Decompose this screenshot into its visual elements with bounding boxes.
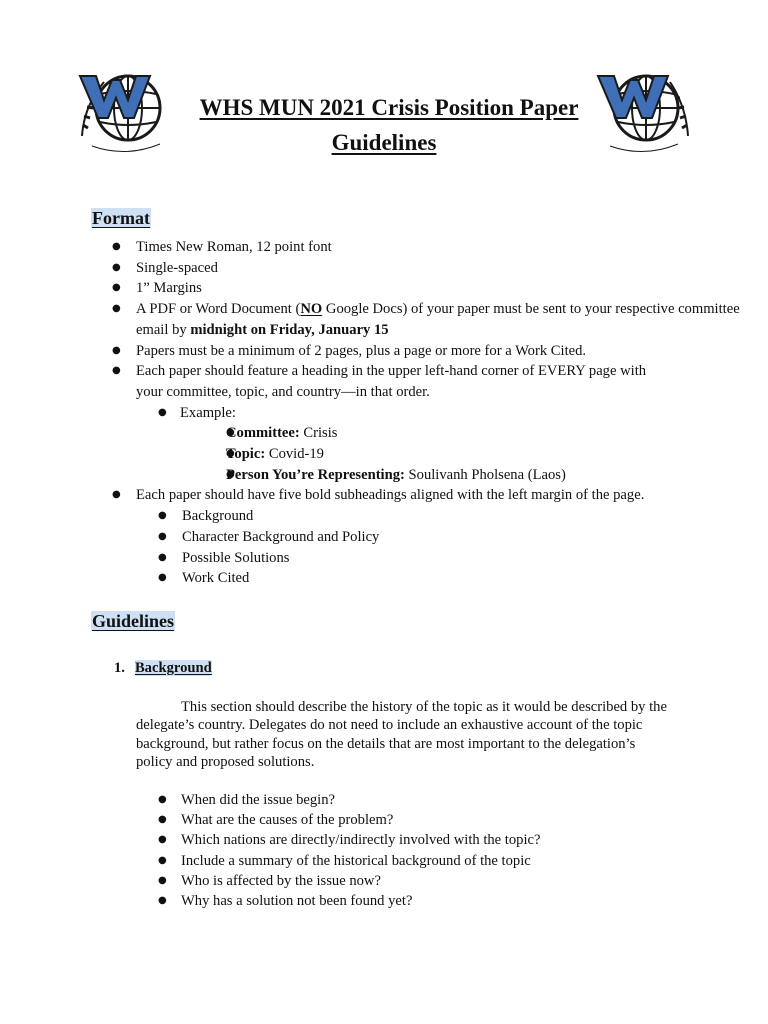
page-title: WHS MUN 2021 Crisis Position Paper: [199, 95, 579, 120]
list-item: ● Who is affected by the issue now?: [158, 871, 540, 891]
list-item: ● Each paper should feature a heading in the upper left-hand corner of EVERY page with your committee, topic, and country—in that order.: [112, 361, 672, 402]
subheading-item: ● Work Cited: [158, 568, 768, 589]
example-person: ● Person You’re Representing: Soulivanh Pholsena (Laos): [226, 465, 768, 486]
page-subtitle: Guidelines: [331, 130, 437, 155]
item-number: 1.: [114, 660, 125, 676]
list-item: ● Papers must be a minimum of 2 pages, plus a page or more for a Work Cited.: [112, 341, 768, 362]
list-item: ● Include a summary of the historical background of the topic: [158, 851, 540, 871]
background-paragraph: This section should describe the history of the topic as it would be described by the delegate’s country. Delegates do not need to include an exhaustive account of the topic background, but rather focus on the details that are most important to the delegation’s policy and proposed solutions.: [136, 699, 667, 771]
example-topic: ● Topic: Covid-19: [226, 444, 768, 465]
example-item: ● Example:: [158, 403, 768, 424]
subheading-item: ● Character Background and Policy: [158, 527, 768, 548]
list-item: ● Each paper should have five bold subheadings aligned with the left margin of the page.: [112, 485, 768, 506]
list-item: ● A PDF or Word Document (NO Google Docs) of your paper must be sent to your respective committee email by midnight on Friday, January 15: [112, 299, 768, 340]
list-item: ● Which nations are directly/indirectly involved with the topic?: [158, 830, 540, 850]
list-item: ● When did the issue begin?: [158, 790, 540, 810]
list-item: ● 1” Margins: [112, 278, 768, 299]
subheading-item: ● Background: [158, 506, 768, 527]
format-list: [112, 237, 768, 589]
background-label: Background: [134, 660, 212, 676]
subheading-item: ● Possible Solutions: [158, 548, 768, 569]
list-item: ● What are the causes of the problem?: [158, 810, 540, 830]
guidelines-heading: Guidelines: [92, 611, 175, 631]
background-questions: [158, 790, 540, 911]
example-committee: ● Committee: Crisis: [226, 423, 768, 444]
list-item: ● Times New Roman, 12 point font: [112, 237, 768, 258]
list-item: ● Why has a solution not been found yet?: [158, 891, 540, 911]
list-item: ● Single-spaced: [112, 258, 768, 279]
background-item: [114, 660, 212, 677]
format-heading: Format: [92, 208, 150, 228]
